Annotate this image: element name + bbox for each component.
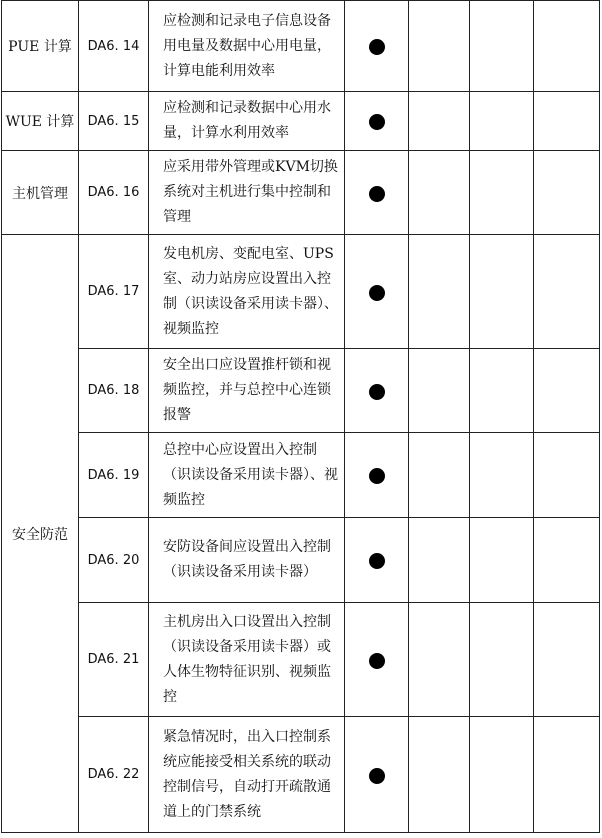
filled-circle-icon: [369, 653, 385, 669]
code-cell: DA6. 18: [79, 349, 149, 433]
category-cell: WUE 计算: [2, 92, 79, 151]
mark-cell: [345, 518, 409, 603]
empty-cell: [534, 349, 600, 433]
requirement-cell: 紧急情况时，出入口控制系统应能接受相关系统的联动控制信号，自动打开疏散通道上的门禁系统: [149, 717, 345, 833]
empty-cell: [409, 235, 470, 349]
empty-cell: [534, 518, 600, 603]
category-cell: 主机管理: [2, 151, 79, 235]
empty-cell: [470, 349, 534, 433]
table-row: [2, 235, 600, 349]
table-row: [2, 349, 600, 433]
mark-cell: [345, 151, 409, 235]
code-cell: DA6. 15: [79, 92, 149, 151]
filled-circle-icon: [369, 39, 385, 55]
mark-cell: [345, 349, 409, 433]
empty-cell: [534, 433, 600, 518]
empty-cell: [470, 235, 534, 349]
mark-cell: [345, 433, 409, 518]
empty-cell: [534, 92, 600, 151]
code-cell: DA6. 19: [79, 433, 149, 518]
requirement-cell: 应检测和记录数据中心用水量，计算水利用效率: [149, 92, 345, 151]
empty-cell: [470, 1, 534, 92]
requirement-cell: 总控中心应设置出入控制（识读设备采用读卡器）、视频监控: [149, 433, 345, 518]
table-row: [2, 92, 600, 151]
requirement-cell: 应采用带外管理或KVM切换系统对主机进行集中控制和管理: [149, 151, 345, 235]
empty-cell: [470, 603, 534, 717]
table-row: [2, 518, 600, 603]
code-cell: DA6. 22: [79, 717, 149, 833]
empty-cell: [534, 1, 600, 92]
mark-cell: [345, 603, 409, 717]
filled-circle-icon: [369, 768, 385, 784]
empty-cell: [409, 518, 470, 603]
filled-circle-icon: [369, 285, 385, 301]
empty-cell: [409, 717, 470, 833]
code-cell: DA6. 16: [79, 151, 149, 235]
empty-cell: [534, 717, 600, 833]
empty-cell: [409, 433, 470, 518]
table-row: [2, 717, 600, 833]
empty-cell: [470, 92, 534, 151]
filled-circle-icon: [369, 553, 385, 569]
empty-cell: [534, 603, 600, 717]
empty-cell: [470, 151, 534, 235]
requirement-cell: 主机房出入口设置出入控制（识读设备采用读卡器）或人体生物特征识别、视频监控: [149, 603, 345, 717]
empty-cell: [534, 151, 600, 235]
empty-cell: [409, 349, 470, 433]
code-cell: DA6. 21: [79, 603, 149, 717]
requirement-cell: 安全出口应设置推杆锁和视频监控，并与总控中心连锁报警: [149, 349, 345, 433]
category-cell: PUE 计算: [2, 1, 79, 92]
table-row: [2, 151, 600, 235]
empty-cell: [409, 92, 470, 151]
category-cell: 安全防范: [2, 235, 79, 833]
empty-cell: [470, 518, 534, 603]
filled-circle-icon: [369, 384, 385, 400]
empty-cell: [409, 151, 470, 235]
empty-cell: [409, 603, 470, 717]
requirement-cell: 应检测和记录电子信息设备用电量及数据中心用电量，计算电能利用效率: [149, 1, 345, 92]
code-cell: DA6. 20: [79, 518, 149, 603]
empty-cell: [409, 1, 470, 92]
table-row: [2, 603, 600, 717]
code-cell: DA6. 14: [79, 1, 149, 92]
code-cell: DA6. 17: [79, 235, 149, 349]
requirement-cell: 安防设备间应设置出入控制（识读设备采用读卡器）: [149, 518, 345, 603]
mark-cell: [345, 717, 409, 833]
empty-cell: [470, 433, 534, 518]
empty-cell: [470, 717, 534, 833]
mark-cell: [345, 235, 409, 349]
empty-cell: [534, 235, 600, 349]
table-row: [2, 1, 600, 92]
filled-circle-icon: [369, 114, 385, 130]
mark-cell: [345, 92, 409, 151]
filled-circle-icon: [369, 186, 385, 202]
filled-circle-icon: [369, 468, 385, 484]
requirement-cell: 发电机房、变配电室、UPS室、动力站房应设置出入控制（识读设备采用读卡器）、视频监控: [149, 235, 345, 349]
table-row: [2, 433, 600, 518]
mark-cell: [345, 1, 409, 92]
requirements-table: [1, 0, 600, 833]
